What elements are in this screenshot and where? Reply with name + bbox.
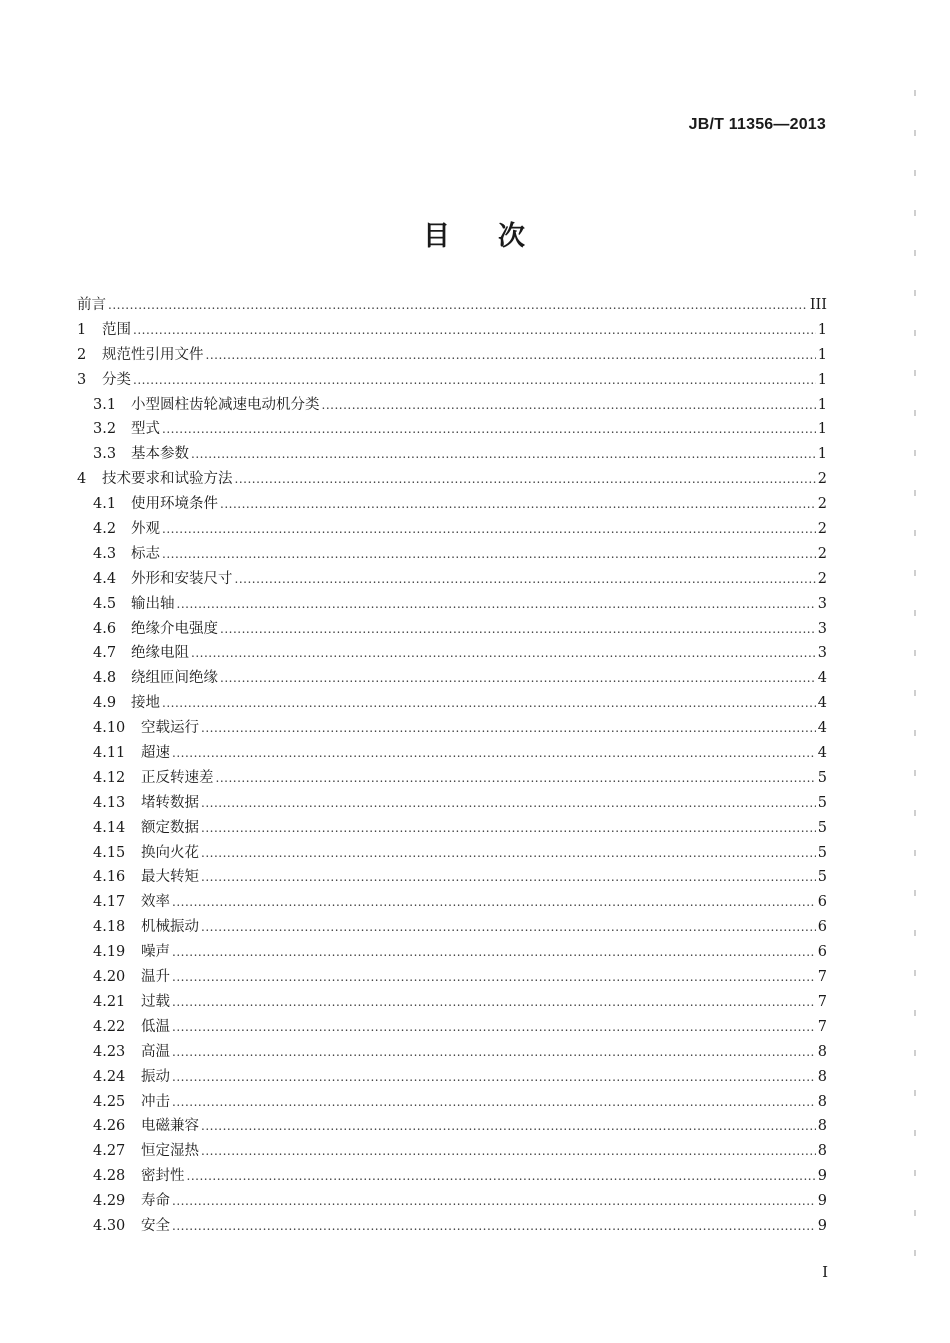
toc-leader-dots: [162, 517, 816, 542]
toc-entry[interactable]: [77, 940, 827, 965]
toc-entry-number: 4.24: [93, 1068, 126, 1085]
toc-entry[interactable]: [77, 567, 827, 592]
toc-entry-label: 输出轴: [131, 595, 175, 612]
toc-entry-page: 9: [817, 1193, 827, 1210]
toc-entry[interactable]: [77, 741, 827, 766]
toc-entry-label: 标志: [131, 545, 160, 562]
toc-entry[interactable]: [77, 1139, 827, 1164]
toc-entry-number: 4.5: [93, 595, 117, 612]
toc-leader-dots: [201, 915, 816, 940]
toc-entry-page: 5: [817, 869, 827, 886]
toc-entry[interactable]: [77, 343, 827, 368]
toc-entry-number: 4.16: [93, 869, 126, 886]
toc-leader-dots: [322, 393, 816, 418]
toc-entry[interactable]: [77, 1065, 827, 1090]
toc-entry-label: 接地: [131, 695, 160, 712]
toc-entry-label: 电磁兼容: [141, 1118, 199, 1135]
toc-entry-page: 6: [817, 919, 827, 936]
toc-entry-label: 堵转数据: [141, 794, 199, 811]
toc-leader-dots: [177, 592, 816, 617]
toc-leader-dots: [133, 318, 816, 343]
toc-leader-dots: [201, 841, 816, 866]
toc-entry[interactable]: [77, 1164, 827, 1189]
toc-entry-label: 分类: [102, 371, 131, 388]
toc-entry[interactable]: [77, 1015, 827, 1040]
toc-leader-dots: [201, 1139, 816, 1164]
toc-leader-dots: [172, 741, 816, 766]
toc-leader-dots: [201, 865, 816, 890]
toc-entry-number: 3.1: [93, 396, 117, 413]
toc-entry-number: 4.9: [93, 695, 117, 712]
toc-entry-label: 绝缘电阻: [131, 645, 189, 662]
toc-entry-page: 2: [817, 570, 827, 587]
toc-leader-dots: [216, 766, 816, 791]
table-of-contents: [77, 293, 827, 1239]
toc-entry[interactable]: [77, 492, 827, 517]
toc-entry-number: 1: [77, 321, 87, 338]
toc-entry-page: 3: [817, 595, 827, 612]
toc-entry-label: 高温: [141, 1043, 170, 1060]
toc-entry-label: 规范性引用文件: [102, 346, 204, 363]
toc-entry-label: 噪声: [141, 944, 170, 961]
toc-entry-number: 3.2: [93, 421, 117, 438]
toc-entry-page: 4: [817, 695, 827, 712]
toc-entry[interactable]: [77, 318, 827, 343]
toc-entry[interactable]: [77, 1189, 827, 1214]
toc-entry[interactable]: [77, 816, 827, 841]
toc-entry-page: 3: [817, 645, 827, 662]
toc-entry[interactable]: [77, 691, 827, 716]
toc-entry[interactable]: [77, 467, 827, 492]
toc-entry-label: 范围: [102, 321, 131, 338]
toc-entry-page: 1: [817, 371, 827, 388]
toc-leader-dots: [201, 816, 816, 841]
toc-entry-label: 温升: [141, 969, 170, 986]
toc-entry[interactable]: [77, 293, 827, 318]
toc-entry[interactable]: [77, 965, 827, 990]
toc-leader-dots: [235, 567, 816, 592]
toc-entry-page: 3: [817, 620, 827, 637]
toc-entry-page: 8: [817, 1068, 827, 1085]
toc-leader-dots: [201, 1114, 816, 1139]
toc-leader-dots: [191, 442, 816, 467]
toc-entry-number: 4.29: [93, 1193, 126, 1210]
toc-leader-dots: [201, 791, 816, 816]
toc-entry-page: 8: [817, 1143, 827, 1160]
toc-leader-dots: [172, 1015, 816, 1040]
standard-code: JB/T 11356—2013: [688, 116, 826, 133]
toc-entry-page: 7: [817, 1018, 827, 1035]
toc-entry-label: 振动: [141, 1068, 170, 1085]
toc-entry-page: III: [809, 297, 827, 313]
toc-entry[interactable]: [77, 1040, 827, 1065]
toc-entry-number: 4.15: [93, 844, 126, 861]
toc-entry-label: 空载运行: [141, 720, 199, 737]
toc-leader-dots: [172, 1189, 816, 1214]
toc-entry-number: 3: [77, 371, 87, 388]
toc-entry-label: 密封性: [141, 1168, 185, 1185]
toc-leader-dots: [206, 343, 816, 368]
scan-edge-marks: [914, 90, 916, 1290]
toc-entry-label: 前言: [77, 297, 106, 313]
toc-entry-number: 4.17: [93, 894, 126, 911]
toc-entry[interactable]: [77, 666, 827, 691]
toc-entry-number: 4.12: [93, 769, 126, 786]
toc-entry-page: 4: [817, 720, 827, 737]
toc-entry-number: 3.3: [93, 446, 117, 463]
toc-leader-dots: [187, 1164, 816, 1189]
toc-entry[interactable]: [77, 592, 827, 617]
toc-entry-label: 机械振动: [141, 919, 199, 936]
toc-entry-page: 5: [817, 769, 827, 786]
toc-entry-number: 4.21: [93, 993, 126, 1010]
toc-entry-page: 1: [817, 396, 827, 413]
toc-entry[interactable]: [77, 617, 827, 642]
toc-entry-number: 4.6: [93, 620, 117, 637]
toc-entry-number: 4.4: [93, 570, 117, 587]
toc-entry-page: 9: [817, 1168, 827, 1185]
toc-leader-dots: [162, 691, 816, 716]
toc-entry[interactable]: [77, 865, 827, 890]
toc-entry-number: 2: [77, 346, 87, 363]
toc-entry-label: 安全: [141, 1217, 170, 1234]
toc-entry-page: 4: [817, 670, 827, 687]
toc-leader-dots: [133, 368, 816, 393]
toc-entry[interactable]: [77, 1214, 827, 1239]
toc-heading-char-1: 目: [423, 221, 452, 252]
toc-leader-dots: [172, 890, 816, 915]
toc-leader-dots: [172, 1214, 816, 1239]
toc-leader-dots: [172, 990, 816, 1015]
toc-entry-number: 4: [77, 471, 87, 488]
toc-entry-number: 4.23: [93, 1043, 126, 1060]
toc-entry[interactable]: [77, 442, 827, 467]
toc-entry-label: 超速: [141, 745, 170, 762]
toc-leader-dots: [172, 1090, 816, 1115]
toc-entry-label: 恒定湿热: [141, 1143, 199, 1160]
toc-entry-label: 技术要求和试验方法: [102, 471, 233, 488]
toc-entry-label: 外形和安装尺寸: [131, 570, 233, 587]
toc-entry-label: 效率: [141, 894, 170, 911]
toc-entry[interactable]: [77, 641, 827, 666]
toc-leader-dots: [172, 940, 816, 965]
toc-heading-char-2: 次: [498, 221, 527, 252]
toc-entry-label: 使用环境条件: [131, 496, 218, 513]
toc-leader-dots: [220, 492, 816, 517]
toc-entry-page: 8: [817, 1043, 827, 1060]
toc-entry-label: 小型圆柱齿轮减速电动机分类: [131, 396, 320, 413]
toc-entry-number: 4.14: [93, 819, 126, 836]
toc-entry-page: 2: [817, 545, 827, 562]
toc-leader-dots: [172, 1040, 816, 1065]
toc-entry-label: 低温: [141, 1018, 170, 1035]
toc-entry-label: 额定数据: [141, 819, 199, 836]
toc-entry-label: 基本参数: [131, 446, 189, 463]
toc-heading: [0, 214, 950, 253]
toc-entry[interactable]: [77, 417, 827, 442]
toc-entry[interactable]: [77, 841, 827, 866]
toc-entry-page: 6: [817, 894, 827, 911]
toc-entry-number: 4.8: [93, 670, 117, 687]
toc-entry-number: 4.28: [93, 1168, 126, 1185]
toc-leader-dots: [201, 716, 816, 741]
toc-entry[interactable]: [77, 368, 827, 393]
toc-entry-number: 4.10: [93, 720, 126, 737]
toc-entry-label: 绕组匝间绝缘: [131, 670, 218, 687]
toc-entry[interactable]: [77, 766, 827, 791]
toc-entry-page: 2: [817, 521, 827, 538]
toc-entry-page: 2: [817, 471, 827, 488]
toc-entry-page: 8: [817, 1118, 827, 1135]
toc-leader-dots: [172, 1065, 816, 1090]
toc-entry[interactable]: [77, 990, 827, 1015]
toc-entry-number: 4.3: [93, 545, 117, 562]
toc-entry-label: 型式: [131, 421, 160, 438]
toc-entry-page: 6: [817, 944, 827, 961]
toc-entry-page: 7: [817, 969, 827, 986]
toc-entry-page: 1: [817, 421, 827, 438]
toc-entry-number: 4.7: [93, 645, 117, 662]
toc-leader-dots: [162, 417, 816, 442]
toc-leader-dots: [235, 467, 816, 492]
toc-entry-number: 4.20: [93, 969, 126, 986]
toc-entry-page: 7: [817, 993, 827, 1010]
toc-entry-label: 最大转矩: [141, 869, 199, 886]
toc-entry-number: 4.22: [93, 1018, 126, 1035]
toc-entry-number: 4.11: [93, 745, 126, 762]
toc-leader-dots: [220, 666, 816, 691]
toc-entry-number: 4.1: [93, 496, 117, 513]
toc-entry-label: 寿命: [141, 1193, 170, 1210]
toc-entry-number: 4.19: [93, 944, 126, 961]
toc-entry-page: 1: [817, 346, 827, 363]
toc-entry-page: 8: [817, 1093, 827, 1110]
toc-entry[interactable]: [77, 716, 827, 741]
toc-entry-number: 4.25: [93, 1093, 126, 1110]
toc-entry[interactable]: [77, 791, 827, 816]
toc-entry[interactable]: [77, 915, 827, 940]
toc-leader-dots: [162, 542, 816, 567]
toc-entry-number: 4.27: [93, 1143, 126, 1160]
toc-entry-page: 1: [817, 446, 827, 463]
toc-entry-page: 2: [817, 496, 827, 513]
toc-entry[interactable]: [77, 517, 827, 542]
toc-entry-page: 1: [817, 321, 827, 338]
toc-entry-page: 4: [817, 745, 827, 762]
toc-leader-dots: [191, 641, 816, 666]
toc-entry-page: 9: [817, 1217, 827, 1234]
toc-entry-label: 外观: [131, 521, 160, 538]
toc-entry-number: 4.18: [93, 919, 126, 936]
toc-entry-number: 4.26: [93, 1118, 126, 1135]
toc-entry-number: 4.2: [93, 521, 117, 538]
toc-entry-number: 4.13: [93, 794, 126, 811]
toc-entry[interactable]: [77, 890, 827, 915]
toc-entry-page: 5: [817, 819, 827, 836]
toc-entry-number: 4.30: [93, 1217, 126, 1234]
toc-entry[interactable]: [77, 1090, 827, 1115]
toc-leader-dots: [108, 293, 808, 318]
toc-entry-page: 5: [817, 844, 827, 861]
toc-entry-label: 过载: [141, 993, 170, 1010]
toc-entry-page: 5: [817, 794, 827, 811]
toc-leader-dots: [220, 617, 816, 642]
toc-entry[interactable]: [77, 1114, 827, 1139]
toc-entry-label: 绝缘介电强度: [131, 620, 218, 637]
toc-leader-dots: [172, 965, 816, 990]
page-number: I: [822, 1263, 828, 1281]
toc-entry[interactable]: [77, 393, 827, 418]
toc-entry-label: 正反转速差: [141, 769, 214, 786]
toc-entry-label: 换向火花: [141, 844, 199, 861]
toc-entry[interactable]: [77, 542, 827, 567]
toc-entry-label: 冲击: [141, 1093, 170, 1110]
